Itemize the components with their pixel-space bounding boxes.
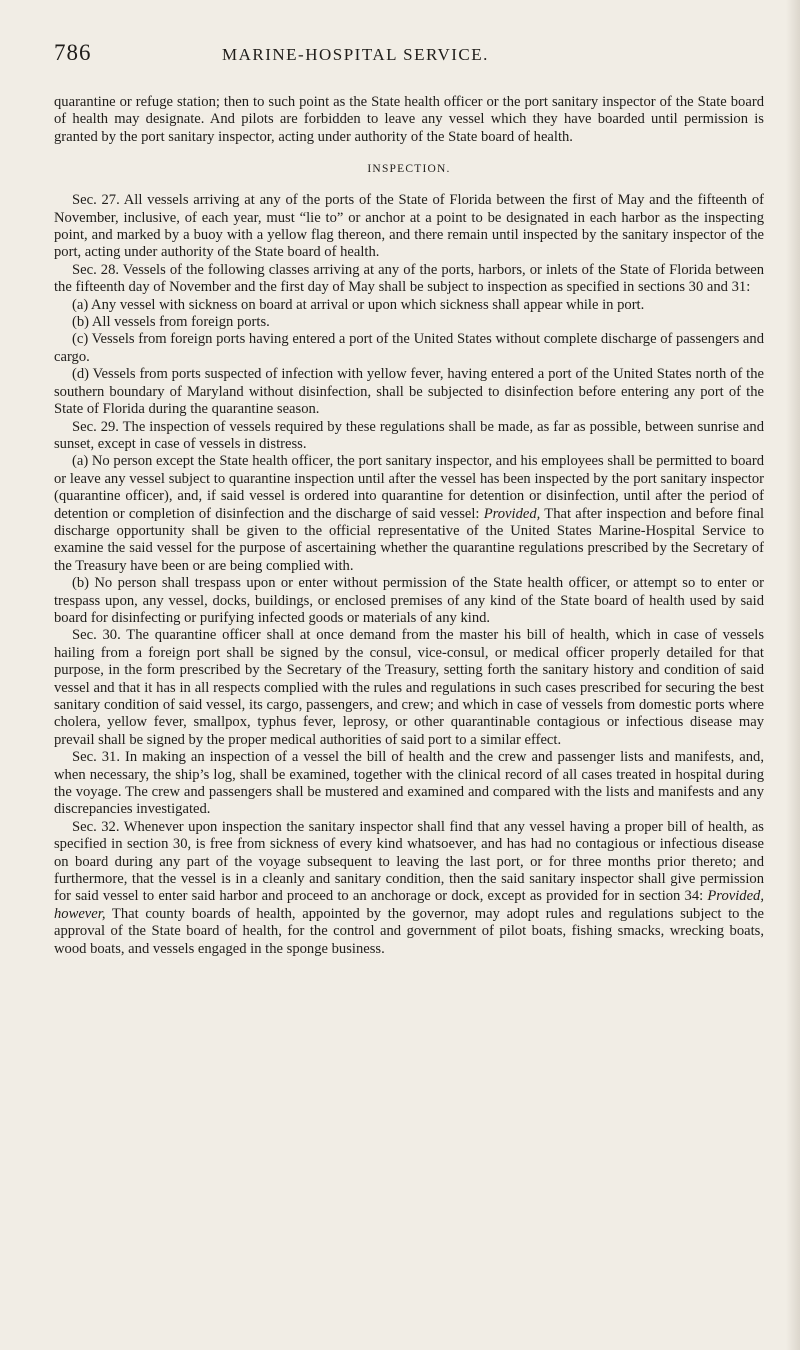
paragraph-sec-28-d: (d) Vessels from ports suspected of infection with yellow fever, having entered a port of the United States north of the southern boundary of Maryland without disinfection, shall be subjected to disinfection before entering any port of the State of Florida during the quarantine season. [54,366,764,418]
paragraph-sec-29-b: (b) No person shall trespass upon or enter without permission of the State health officer, or attempt so to enter or trespass upon, any vessel, docks, buildings, or enclosed premises of any kind of the State board of health used by said board for disinfecting or purifying infected goods or materials of any kind. [54,575,764,626]
body-text [54,94,764,958]
page-edge-shadow [786,0,800,1350]
paragraph-sec-28-b: (b) All vessels from foreign ports. [72,314,270,331]
page-number: 786 [54,40,92,65]
paragraph-sec-29: Sec. 29. The inspection of vessels required by these regulations shall be made, as far as possible, between sunrise and sunset, except in case of vessels in distress. [54,418,764,452]
paragraph-sec-27: Sec. 27. All vessels arriving at any of the ports of the State of Florida between the first of May and the fifteenth of November, inclusive, of each year, must “lie to” or anchor at a point to be designated in each harbor as the inspecting point, and marked by a buoy with a yellow flag thereon, and there remain until inspected by the sanitary inspector of the port, acting under authority of the State board of health. [54,192,764,261]
paragraph-sec-29-a: (a) No person except the State health officer, the port sanitary inspector, and his employees shall be permitted to board or leave any vessel subject to quarantine inspection until after the vessel has been inspected by the port sanitary inspector (quarantine officer), and, if said vessel is ordered into quarantine for detention or disinfection, until after the period of detention or completion of disinfection and the discharge of said vessel: Provided, That after inspection and before final discharge opportunity shall be given to the official representative of the United States Marine-Hospital Service to examine the said vessel for the purpose of ascertaining whether the quarantine regulations prescribed by the Secretary of the Treasury have been or are being complied with. [54,453,764,574]
paragraph-sec-30: Sec. 30. The quarantine officer shall at once demand from the master his bill of health, which in case of vessels hailing from a foreign port shall be signed by the consul, vice-consul, or medical officer properly detailed for that purpose, in the form prescribed by the Secretary of the Treasury, setting forth the sanitary history and condition of said vessel and that it has in all respects complied with the rules and regulations in such cases prescribed for securing the best sanitary condition of said vessel, its cargo, passengers, and crew; and which in case of vessels from domestic ports where cholera, yellow fever, smallpox, typhus fever, leprosy, or other quarantinable contagious or infectious disease may prevail shall be signed by the proper medical authorities of said port to a similar effect. [54,627,764,748]
section-heading: INSPECTION. [367,163,451,176]
page-header [54,40,764,74]
proviso-italic: Provided, [483,505,541,522]
paragraph-continued: quarantine or refuge station; then to such point as the State health officer or the port sanitary inspector of the State board of health may designate. And pilots are forbidden to leave any vessel which they have boarded until permission is granted by the port sanitary inspector, acting under authority of the State board of health. [54,94,764,145]
running-head: MARINE-HOSPITAL SERVICE. [222,45,489,64]
paragraph-sec-32: Sec. 32. Whenever upon inspection the sanitary inspector shall find that any vessel having a proper bill of health, as specified in section 30, is free from sickness of every kind whatsoever, and has had no contagious or infectious disease on board during any part of the voyage subsequent to leaving the last port, or for three months prior thereto; and furthermore, that the vessel is in a cleanly and sanitary condition, then the said sanitary inspector shall give permission for said vessel to enter said harbor and proceed to an anchorage or dock, except as provided for in section 34: Provided, however, That county boards of health, appointed by the governor, may adopt rules and regulations subject to the approval of the State board of health, for the control and government of pilot boats, fishing smacks, wrecking boats, wood boats, and vessels engaged in the sponge business. [54,818,764,957]
paragraph-sec-31: Sec. 31. In making an inspection of a vessel the bill of health and the crew and passenger lists and manifests, and, when necessary, the ship’s log, shall be examined, together with the clinical record of all cases treated in hospital during the voyage. The crew and passengers shall be mustered and examined and compared with the lists and manifests and any discrepancies investigated. [54,749,764,818]
proviso-italic: Provided, however, [54,888,764,922]
paragraph-sec-28-a: (a) Any vessel with sickness on board at arrival or upon which sickness shall appear while in port. [72,296,645,313]
paragraph-sec-28: Sec. 28. Vessels of the following classes arriving at any of the ports, harbors, or inlets of the State of Florida between the fifteenth day of November and the first day of May shall be subject to inspection as specified in sections 30 and 31: [54,261,764,296]
paragraph-sec-28-c: (c) Vessels from foreign ports having entered a port of the United States without complete discharge of passengers and cargo. [54,331,764,365]
